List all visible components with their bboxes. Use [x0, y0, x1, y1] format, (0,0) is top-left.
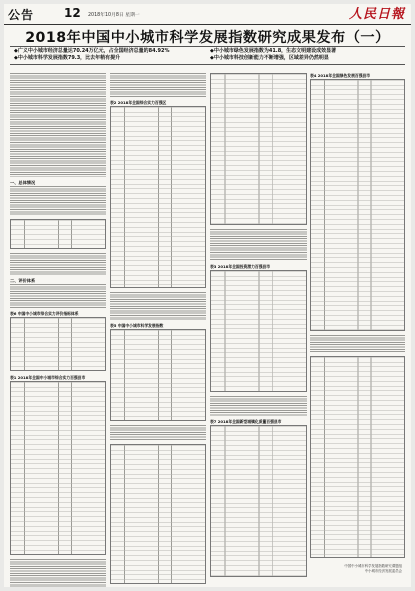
article-text — [210, 229, 307, 261]
page-number: 12 — [64, 6, 81, 20]
article-text — [110, 73, 206, 97]
subhead-right-2: ◆中小城市科技创新能力不断增强，区域差异仍然明显 — [210, 55, 329, 61]
table-caption: 表7 2018年全国新型城镇化质量百强县市 — [210, 419, 282, 424]
article-text — [10, 284, 106, 308]
subhead-left-1: ◆广义中小城市经济总量达70.24万亿元，占全国经济总量的84.92% — [14, 48, 170, 54]
issue-date: 2018年10月8日 星期一 — [88, 13, 140, 18]
column-4 — [310, 73, 405, 562]
quality-table — [210, 425, 307, 577]
column-1 — [10, 73, 106, 587]
index-table — [110, 329, 206, 421]
summary-table — [10, 219, 106, 249]
table-caption: 表2 2018年全国综合实力百强区 — [110, 100, 167, 105]
column-2 — [110, 73, 206, 587]
footnote — [304, 564, 402, 574]
footnote-line-1: 中国中小城市科学发展指数研究课题组 — [344, 564, 402, 568]
subhead-left-2: ◆中小城市科学发展指数79.3，比去年稍有提升 — [14, 55, 121, 61]
table-caption: 表1 2018年全国中小城市综合实力百强县市 — [10, 375, 86, 380]
table-caption: 表4 2018年全国绿色发展百强县市 — [310, 73, 371, 78]
section-name: 公告 — [8, 8, 35, 22]
article-text — [10, 253, 106, 275]
article-text — [10, 186, 106, 216]
subheads-right — [210, 48, 336, 62]
indicator-table — [10, 317, 106, 371]
ranking-table — [10, 381, 106, 555]
newspaper-logo: 人民日報 — [348, 7, 405, 22]
column-3 — [210, 73, 307, 581]
ranking-table — [310, 79, 405, 331]
ranking-table — [110, 106, 206, 288]
headline: 2018年中国中小城市科学发展指数研究成果发布（一） — [25, 30, 390, 46]
rule-top — [10, 46, 405, 47]
subhead-right-1: ◆中小城市绿色发展指数为41.8，生态文明建设成效显著 — [210, 48, 337, 54]
page-header — [4, 4, 411, 25]
ranking-table — [210, 73, 307, 225]
article-text — [10, 559, 106, 587]
subheads-left — [14, 48, 170, 62]
article-text — [110, 425, 206, 441]
ranking-table — [310, 356, 405, 558]
section-heading: 二、评价体系 — [10, 278, 36, 283]
section-heading: 一、总体情况 — [10, 180, 36, 185]
article-text — [10, 73, 106, 177]
article-text — [110, 292, 206, 320]
article-text — [210, 396, 307, 416]
table-caption: 表6 中国中小城市综合实力评价指标体系 — [10, 311, 79, 316]
table-caption: 表3 2018年全国投资潜力百强县市 — [210, 264, 271, 269]
ranking-table — [110, 444, 206, 584]
newspaper-page — [4, 4, 411, 587]
article-text — [310, 335, 405, 353]
table-caption: 表5 中国中小城市科学发展指数 — [110, 323, 164, 328]
ranking-table — [210, 270, 307, 392]
rule-under-subheads — [10, 64, 405, 65]
footnote-line-2: 中小城市经济发展委员会 — [364, 569, 402, 573]
